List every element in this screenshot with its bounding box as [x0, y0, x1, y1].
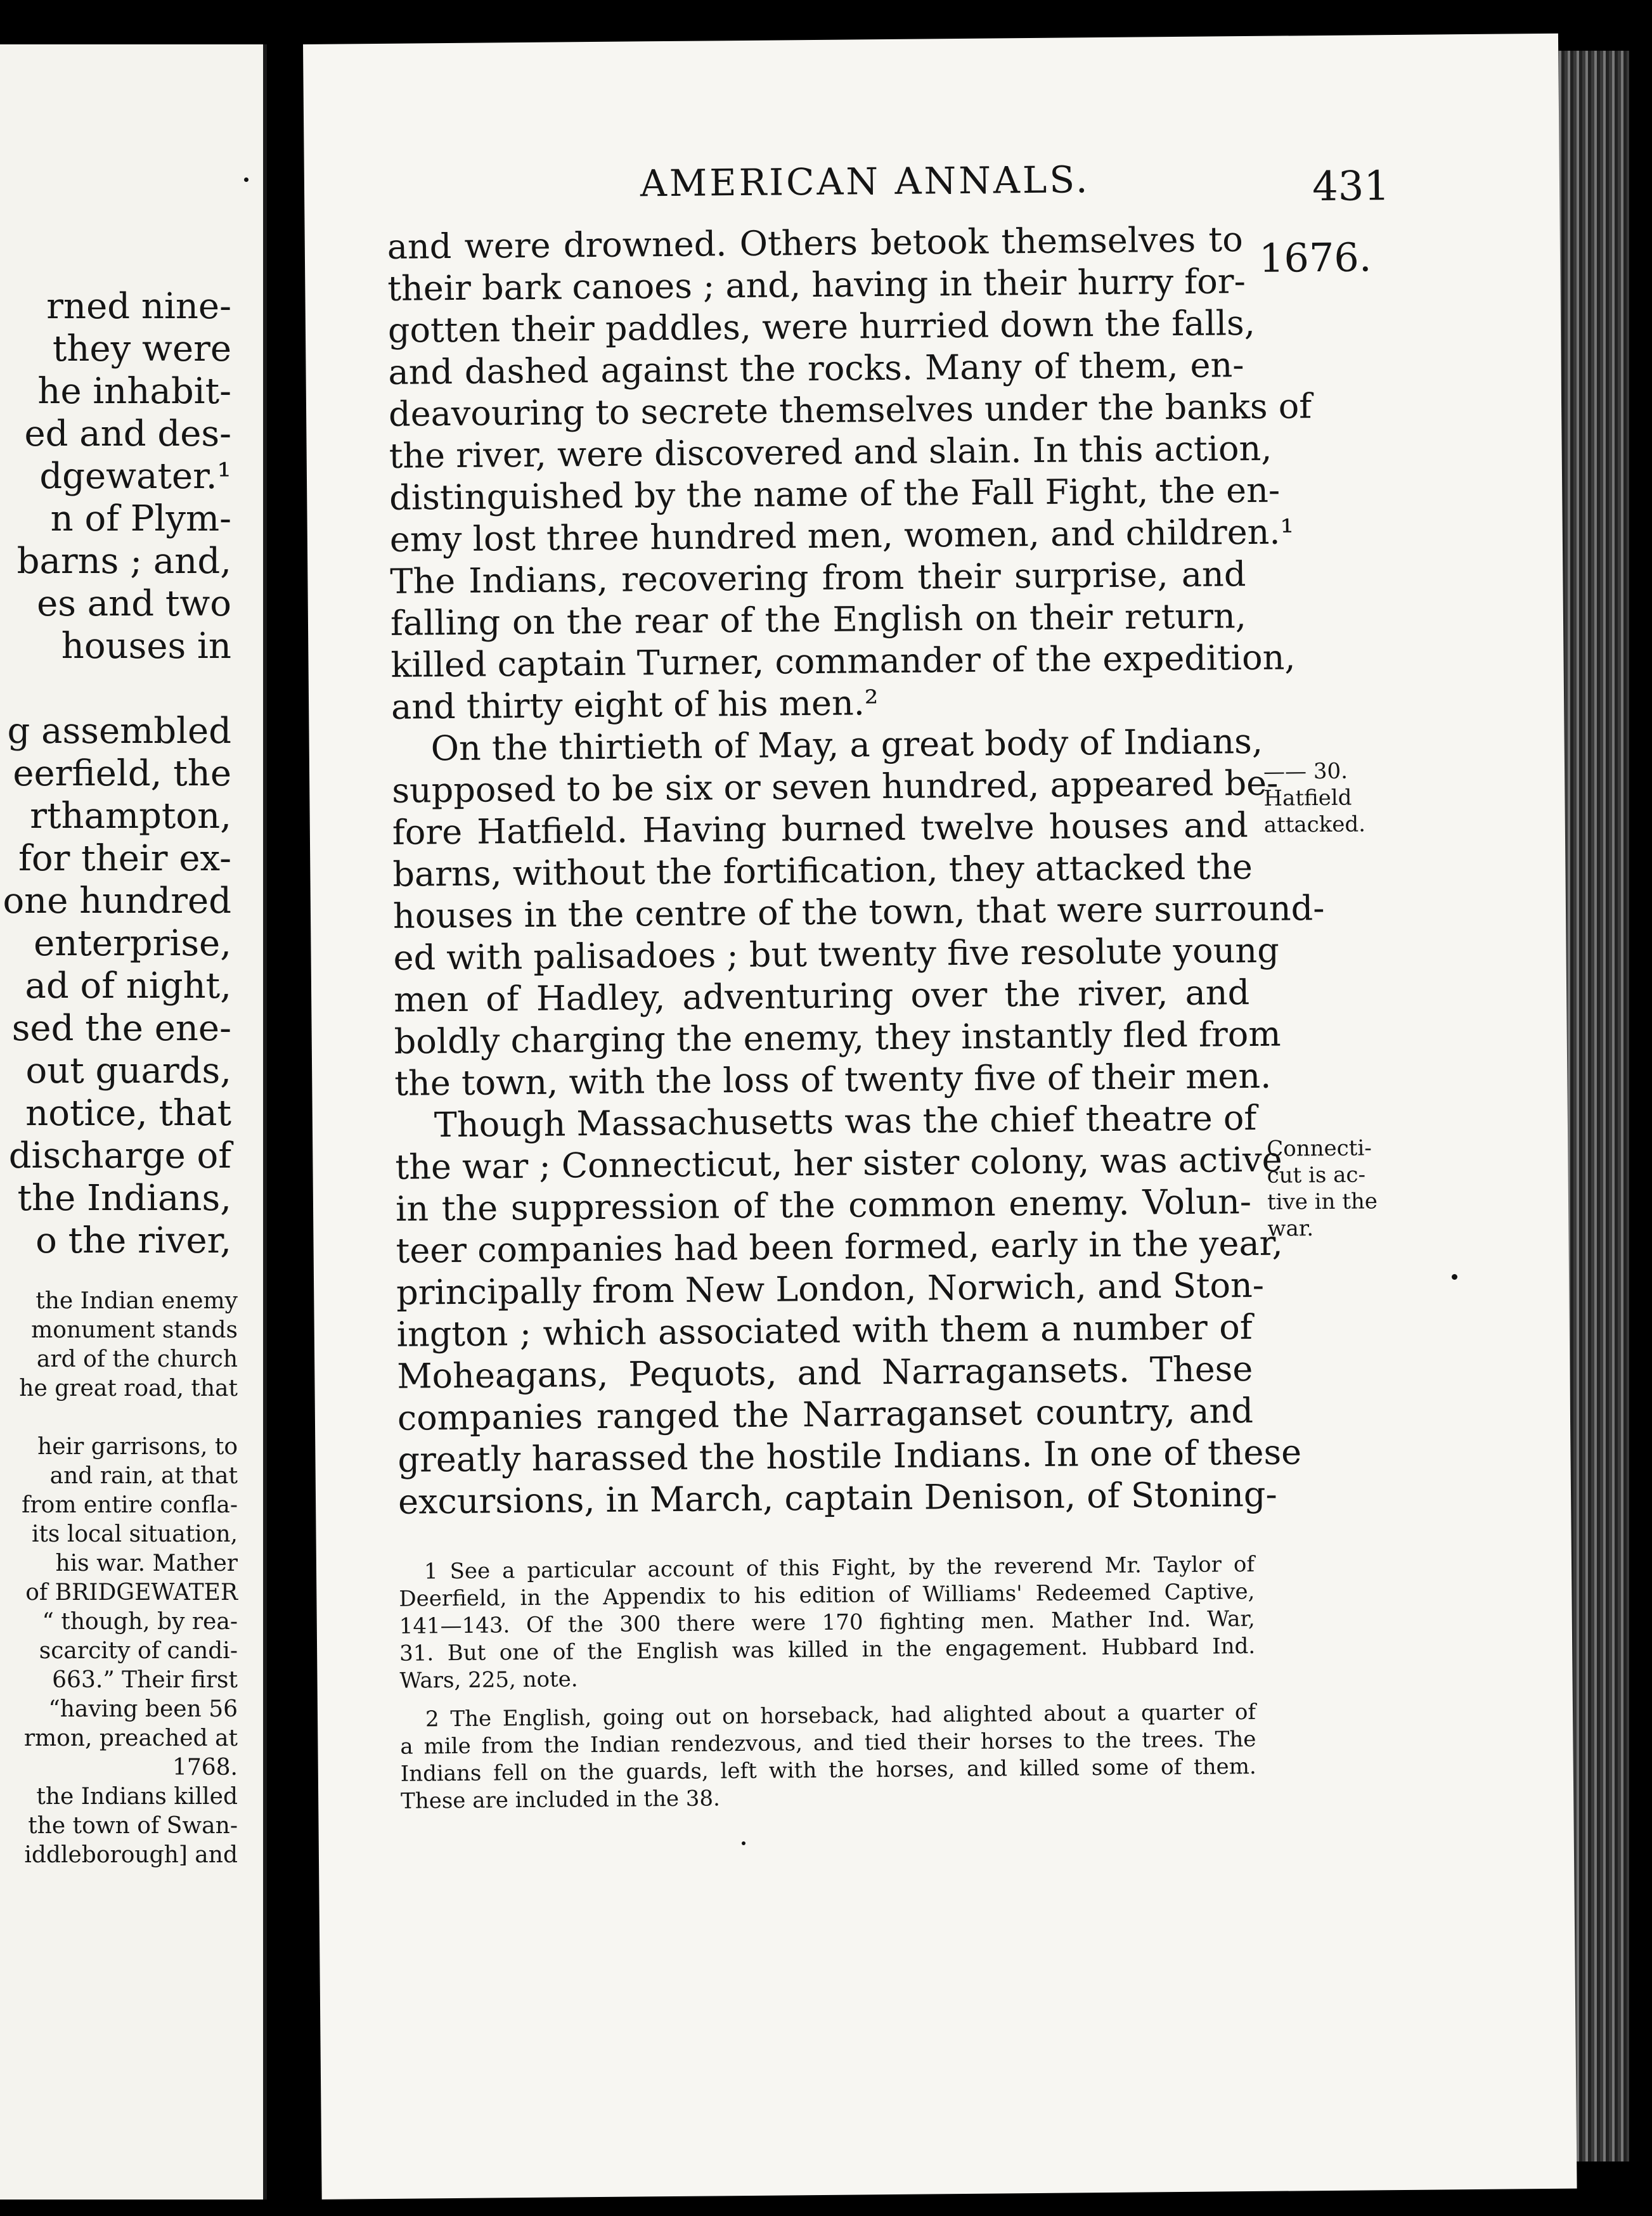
text-line: and thirty eight of his men.² [390, 683, 879, 727]
text-line: greatly harassed the hostile Indians. In one of these [397, 1432, 1302, 1480]
footnote-line: 1 See a particular account of this Fight, by the reverend Mr. Taylor of [423, 1551, 1255, 1585]
left-facing-page [0, 44, 267, 2200]
left-line: discharge of [8, 1135, 231, 1176]
text-line: the war ; Connecticut, her sister colony, was active [395, 1139, 1282, 1187]
left-note-line: scarcity of candi- [39, 1638, 238, 1664]
margin-year: 1676. [1258, 234, 1372, 281]
text-line: and dashed against the rocks. Many of them, en- [388, 345, 1244, 392]
text-line: the town, with the loss of twenty five of their men. [394, 1055, 1272, 1104]
left-line: barns ; and, [16, 541, 231, 582]
text-line: Moheagans, Pequots, and Narragansets. These [397, 1349, 1253, 1396]
left-line: for their ex- [18, 838, 231, 879]
text-line: men of Hadley, adventuring over the river, and [393, 972, 1250, 1020]
footnote-line: Indians fell on the guards, left with the horses, and killed some of them. [400, 1753, 1256, 1787]
left-line: they were [52, 328, 231, 370]
running-head: AMERICAN ANNALS. [640, 158, 1090, 205]
footnote-1 [399, 1551, 1256, 1695]
footnote-line: 2 The English, going out on horseback, had alighted about a quarter of [425, 1699, 1256, 1732]
left-page-footnotes [0, 1287, 238, 1870]
speck [742, 1841, 745, 1845]
text-line: killed captain Turner, commander of the expedition, [390, 637, 1296, 685]
left-line: out guards, [25, 1050, 231, 1092]
left-line: es and two [37, 583, 231, 624]
left-line: ad of night, [25, 965, 231, 1007]
margin-line: cut is ac- [1267, 1162, 1366, 1189]
left-line: he inhabit- [37, 371, 231, 412]
left-line: sed the ene- [11, 1008, 231, 1049]
text-line: falling on the rear of the English on their return, [390, 596, 1247, 643]
left-note-line: from entire confla- [22, 1492, 238, 1518]
left-line: rned nine- [46, 286, 231, 327]
left-note-line: monument stands [31, 1317, 238, 1343]
text-line: On the thirtieth of May, a great body of Indians, [430, 721, 1263, 769]
page-number: 431 [1312, 163, 1390, 211]
footnote-2 [400, 1699, 1256, 1815]
left-note-line: rmon, preached at [23, 1725, 238, 1751]
footnotes [399, 1551, 1257, 1827]
left-line: g assembled [7, 711, 231, 752]
left-line: o the river, [35, 1220, 231, 1261]
margin-line: attacked. [1263, 811, 1366, 838]
footnote-line: 141—143. Of the 300 there were 170 fighting men. Mather Ind. War, [399, 1606, 1255, 1639]
text-line: barns, without the fortification, they attacked the [392, 846, 1253, 894]
text-line: their bark canoes ; and, having in their hurry for- [387, 261, 1246, 309]
text-line: and were drowned. Others betook themselves to [387, 219, 1244, 267]
margin-date: —— 30. [1263, 758, 1348, 785]
text-line: deavouring to secrete themselves under the banks of [388, 386, 1312, 434]
text-line: distinguished by the name of the Fall Fight, the en- [389, 470, 1281, 518]
footnote-line: Wars, 225, note. [399, 1666, 578, 1694]
text-line: supposed to be six or seven hundred, appeared be- [392, 763, 1279, 811]
text-line: teer companies had been formed, early in the year, [396, 1223, 1283, 1271]
margin-note-hatfield [1263, 757, 1365, 838]
margin-note-connecticut [1267, 1135, 1378, 1242]
speck [244, 177, 248, 182]
left-line: houses in [61, 626, 231, 667]
left-line: dgewater.¹ [39, 456, 231, 497]
margin-line: Connecti- [1267, 1135, 1372, 1162]
footnote-line: These are included in the 38. [401, 1786, 721, 1814]
left-note-line: and rain, at that [49, 1463, 238, 1489]
text-line: emy lost three hundred men, women, and children.¹ [389, 512, 1294, 560]
left-line: the Indians, [17, 1178, 231, 1219]
left-note-line: his war. Mather [55, 1550, 238, 1576]
left-note-line: 1768. [172, 1755, 238, 1781]
text-line: companies ranged the Narraganset country, and [397, 1391, 1254, 1438]
left-page-text [0, 285, 231, 1262]
footnote-line: a mile from the Indian rendezvous, and tied their horses to the trees. The [400, 1726, 1256, 1760]
text-line: houses in the centre of the town, that were surround- [392, 887, 1325, 936]
left-note-line: the Indians killed [36, 1784, 238, 1810]
speck [1452, 1274, 1457, 1280]
left-note-line: heir garrisons, to [37, 1434, 238, 1460]
left-line: enterprise, [34, 923, 231, 964]
left-note-line: “having been 56 [48, 1696, 238, 1722]
margin-line: war. [1267, 1216, 1314, 1242]
text-line: principally from New London, Norwich, and Ston- [396, 1265, 1265, 1313]
text-line: fore Hatfield. Having burned twelve houses and [392, 805, 1249, 853]
left-line [0, 667, 231, 710]
text-line: boldly charging the enemy, they instantly fled from [394, 1014, 1281, 1062]
left-note-line: its local situation, [31, 1521, 238, 1547]
left-note-line: he great road, that [19, 1375, 238, 1401]
left-note-line: the town of Swan- [28, 1813, 238, 1839]
footnote-line: 31. But one of the English was killed in the engagement. Hubbard Ind. [399, 1633, 1256, 1666]
text-line: ed with palisadoes ; but twenty five resolute young [393, 930, 1280, 978]
left-line: n of Plym- [50, 498, 231, 539]
text-line: Though Massachusetts was the chief theatre of [434, 1097, 1257, 1145]
left-note-line: of BRIDGEWATER [25, 1580, 238, 1606]
text-line: ington ; which associated with them a number of [396, 1307, 1253, 1355]
left-line: ed and des- [24, 413, 231, 454]
text-line: in the suppression of the common enemy. Volun- [395, 1182, 1252, 1229]
text-line: The Indians, recovering from their surprise, and [390, 554, 1246, 602]
right-page [303, 34, 1577, 2200]
text-line: the river, were discovered and slain. In this action, [389, 428, 1272, 476]
left-line: eerfield, the [13, 753, 231, 794]
footnote-line: Deerfield, in the Appendix to his edition of Williams' Redeemed Captive, [399, 1578, 1255, 1612]
left-note-line [0, 1403, 238, 1433]
text-line: gotten their paddles, were hurried down the falls, [387, 302, 1256, 351]
margin-line: Hatfield [1263, 785, 1352, 811]
left-note-line: ard of the church [36, 1346, 238, 1372]
left-line: rthampton, [30, 796, 231, 837]
left-note-line: the Indian enemy [35, 1288, 238, 1314]
left-line: notice, that [25, 1093, 231, 1134]
left-note-line: “ though, by rea- [42, 1609, 238, 1635]
left-note-line: iddleborough] and [24, 1842, 238, 1868]
text-line: excursions, in March, captain Denison, of Stoning- [397, 1474, 1277, 1522]
margin-line: tive in the [1267, 1189, 1378, 1215]
left-line: one hundred [3, 880, 231, 922]
left-note-line: 663.” Their first [52, 1667, 238, 1693]
